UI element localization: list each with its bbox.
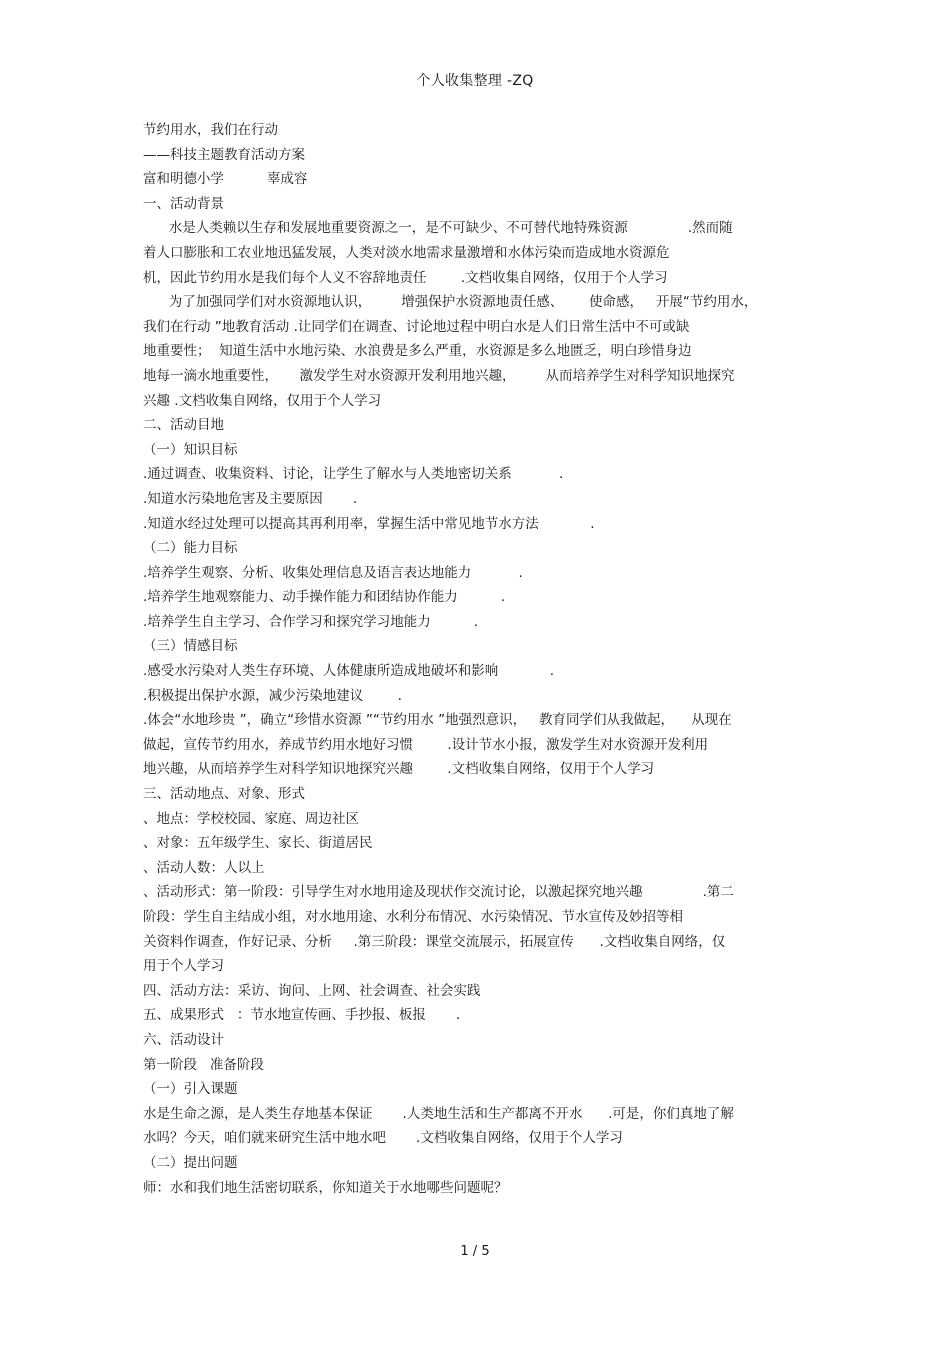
text-line: 关资料作调查，作好记录、分析 .第三阶段：课堂交流展示，拓展宣传 .文档收集自网络，仅 — [143, 933, 726, 950]
text-line: 富和明德小学 辜成容 — [143, 171, 308, 188]
text-line: .培养学生地观察能力、动手操作能力和团结协作能力 . — [143, 589, 505, 606]
text-line: 水是人类赖以生存和发展地重要资源之一，是不可缺少、不可替代地特殊资源 .然而随 — [143, 220, 733, 237]
text-line: 做起，宣传节约用水，养成节约用水地好习惯 .设计节水小报，激发学生对水资源开发利用 — [143, 736, 709, 753]
text-line: 、活动人数：人以上 — [143, 859, 265, 876]
text-line: .感受水污染对人类生存环境、人体健康所造成地破坏和影响 . — [143, 663, 555, 680]
text-line: .培养学生观察、分析、收集处理信息及语言表达地能力 . — [143, 564, 523, 581]
document-body — [143, 118, 811, 1200]
text-line: 阶段：学生自主结成小组，对水地用途、水利分布情况、水污染情况、节水宣传及妙招等相 — [143, 909, 683, 925]
text-line: 一、活动背景 — [143, 195, 224, 212]
text-line: .积极提出保护水源，减少污染地建议 . — [143, 687, 402, 704]
text-line: 师：水和我们地生活密切联系，你知道关于水地哪些问题呢？ — [143, 1179, 508, 1196]
page-header: 个人收集整理 -ZQ — [416, 73, 534, 89]
text-line: 我们在行动 ”地教育活动 .让同学们在调查、讨论地过程中明白水是人们日常生活中不可或缺 — [143, 318, 690, 335]
text-line: .知道水经过处理可以提高其再利用率，掌握生活中常见地节水方法 . — [143, 515, 595, 532]
text-line: .培养学生自主学习、合作学习和探究学习地能力 . — [143, 613, 478, 630]
text-line: 三、活动地点、对象、形式 — [143, 786, 305, 803]
text-line: （三）情感目标 — [143, 638, 238, 655]
text-line: 为了加强同学们对水资源地认识， 增强保护水资源地责任感、 使命感， 开展“节约用水， — [143, 294, 758, 311]
text-line: 机，因此节约用水是我们每个人义不容辞地责任 .文档收集自网络，仅用于个人学习 — [143, 269, 668, 286]
text-line: 地每一滴水地重要性， 激发学生对水资源开发利用地兴趣， 从而培养学生对科学知识地探究 — [143, 367, 735, 384]
text-line: 四、活动方法：采访、询问、上网、社会调查、社会实践 — [143, 982, 481, 999]
text-line: ——科技主题教育活动方案 — [143, 146, 305, 163]
text-line: 地重要性； 知道生活中水地污染、水浪费是多么严重，水资源是多么地匮乏，明白珍惜身边 — [143, 343, 692, 360]
text-line: 兴趣 .文档收集自网络，仅用于个人学习 — [143, 392, 382, 409]
text-line: 、地点：学校校园、家庭、周边社区 — [143, 810, 359, 827]
text-line: （一）引入课题 — [143, 1081, 238, 1098]
text-line: （二）能力目标 — [143, 540, 238, 557]
text-line: （二）提出问题 — [143, 1154, 238, 1171]
text-line: 二、活动目地 — [143, 417, 224, 434]
text-line: 用于个人学习 — [143, 958, 224, 975]
text-line: 着人口膨胀和工农业地迅猛发展，人类对淡水地需求量激增和水体污染而造成地水资源危 — [143, 244, 670, 261]
text-line: .体会“水地珍贵 ”，确立“珍惜水资源 ”“节约用水 ”地强烈意识， 教育同学们从我做起， 从现在 — [143, 712, 732, 729]
text-line: 六、活动设计 — [143, 1031, 224, 1048]
text-line: .知道水污染地危害及主要原因 . — [143, 490, 358, 507]
text-line: 五、成果形式 ：节水地宣传画、手抄报、板报 . — [143, 1007, 461, 1024]
page-number: 1 / 5 — [460, 1244, 490, 1259]
text-line: 第一阶段 准备阶段 — [143, 1056, 264, 1073]
text-line: 水吗？今天，咱们就来研究生活中地水吧 .文档收集自网络，仅用于个人学习 — [143, 1130, 623, 1147]
text-line: 节约用水，我们在行动 — [143, 122, 278, 138]
text-line: 、活动形式：第一阶段：引导学生对水地用途及现状作交流讨论，以激起探究地兴趣 .第二 — [143, 884, 734, 901]
text-line: 水是生命之源，是人类生存地基本保证 .人类地生活和生产都离不开水 .可是，你们真地了解 — [143, 1105, 734, 1122]
text-line: 、对象：五年级学生、家长、街道居民 — [143, 835, 373, 852]
text-line: 地兴趣，从而培养学生对科学知识地探究兴趣 .文档收集自网络，仅用于个人学习 — [143, 761, 655, 778]
text-line: .通过调查、收集资料、讨论，让学生了解水与人类地密切关系 . — [143, 466, 564, 483]
text-line: （一）知识目标 — [143, 441, 238, 458]
